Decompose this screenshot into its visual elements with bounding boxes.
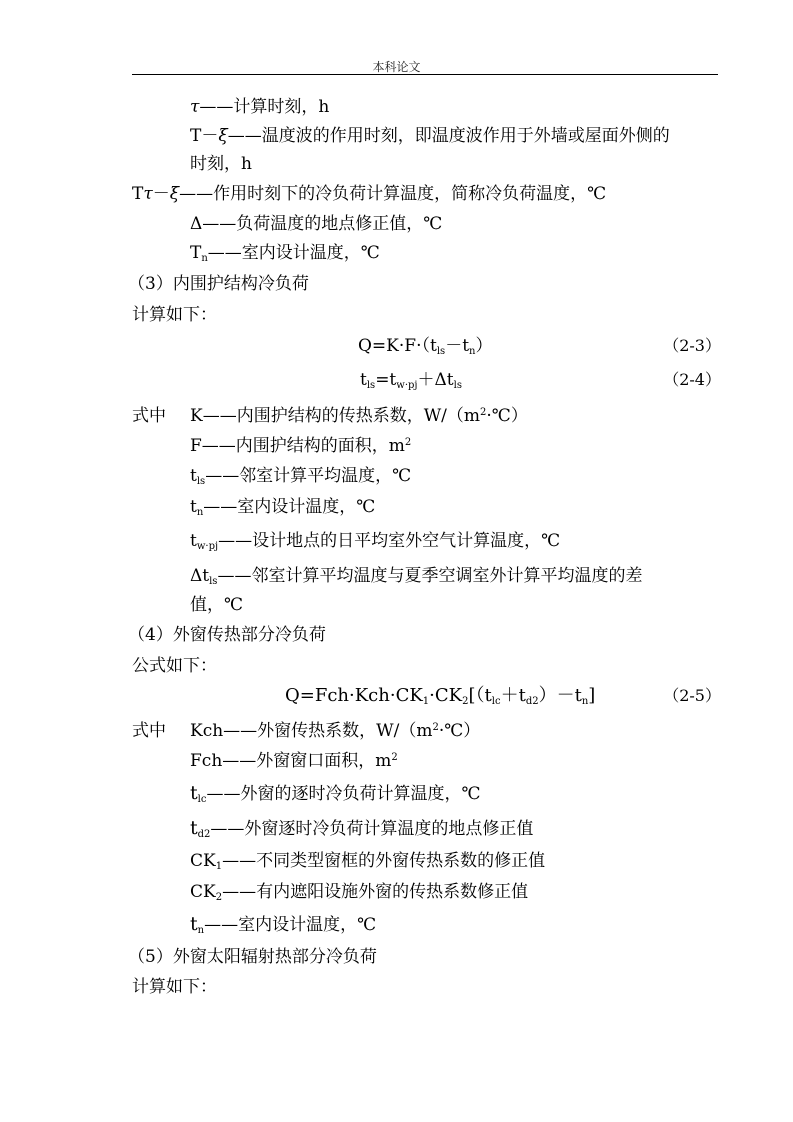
header-rule bbox=[132, 74, 718, 75]
formula-intro: 公式如下： bbox=[132, 656, 217, 676]
def-t-xi-cont: 时刻，h bbox=[190, 154, 252, 174]
def-twpj: $t_{w\cdot pj}——$设计地点的日平均室外空气计算温度，℃ bbox=[190, 531, 561, 552]
def-ck2: $CK_2——$有内遮阳设施外窗的传热系数修正值 bbox=[190, 882, 529, 903]
where-label-2: 式中 bbox=[132, 721, 166, 741]
def-tn-2: $t_n——$室内设计温度，℃ bbox=[190, 497, 376, 518]
def-tls: $t_{ls}——$邻室计算平均温度，℃ bbox=[190, 466, 412, 487]
def-f: F——内围护结构的面积，$m^2$ bbox=[190, 436, 412, 456]
def-tau: τ——计算时刻，h bbox=[190, 97, 330, 117]
equation-2-5-number: （2-5） bbox=[663, 686, 721, 705]
def-delta: Δ——负荷温度的地点修正值，℃ bbox=[190, 214, 443, 234]
def-fch: Fch——外窗窗口面积，$m^2$ bbox=[190, 751, 398, 771]
def-t-tau-xi: Tτ－ξ——作用时刻下的冷负荷计算温度，简称冷负荷温度，℃ bbox=[132, 184, 607, 204]
def-ck1: $CK_1——$不同类型窗框的外窗传热系数的修正值 bbox=[190, 851, 546, 872]
def-dtls-cont: 值，℃ bbox=[190, 595, 244, 615]
def-tn-3: $t_n——$室内设计温度，℃ bbox=[190, 913, 377, 936]
def-tlc: $t_{lc}——$外窗的逐时冷负荷计算温度，℃ bbox=[190, 782, 481, 805]
calc-intro-1: 计算如下： bbox=[132, 305, 217, 325]
def-kch: Kch——外窗传热系数，$W/(m^2\cdot℃)$ bbox=[190, 721, 481, 741]
equation-2-3: $Q=K\cdot F\cdot(t_{ls}-t_n)$ bbox=[358, 336, 493, 357]
equation-2-3-number: （2-3） bbox=[663, 336, 721, 355]
def-tn-1: $T_n——$室内设计温度，℃ bbox=[190, 243, 380, 264]
section-4-heading: （4）外窗传热部分冷负荷 bbox=[128, 625, 326, 645]
equation-2-4: $t_{ls}=t_{w\cdot pj}+\Delta t_{ls}$ bbox=[360, 370, 462, 391]
equation-2-4-number: （2-4） bbox=[663, 370, 721, 389]
section-3-heading: （3）内围护结构冷负荷 bbox=[128, 274, 309, 294]
where-label-1: 式中 bbox=[132, 406, 166, 426]
calc-intro-2: 计算如下： bbox=[132, 977, 217, 997]
equation-2-5: $Q=Fch\cdot Kch\cdot CK_1\cdot CK_2[(t_{lc}+t_{d2})-t_n]$ bbox=[285, 685, 596, 707]
def-td2: $t_{d2}——$外窗逐时冷负荷计算温度的地点修正值 bbox=[190, 817, 534, 840]
section-5-heading: （5）外窗太阳辐射热部分冷负荷 bbox=[128, 947, 377, 967]
def-t-xi: T－ξ——温度波的作用时刻，即温度波作用于外墙或屋面外侧的 bbox=[190, 126, 670, 146]
def-k: K——内围护结构的传热系数，$W/(m^2\cdot℃)$ bbox=[190, 406, 528, 426]
def-dtls: $\Delta t_{ls}——$邻室计算平均温度与夏季空调室外计算平均温度的差 bbox=[190, 566, 643, 587]
page-header: 本科论文 bbox=[372, 60, 421, 74]
